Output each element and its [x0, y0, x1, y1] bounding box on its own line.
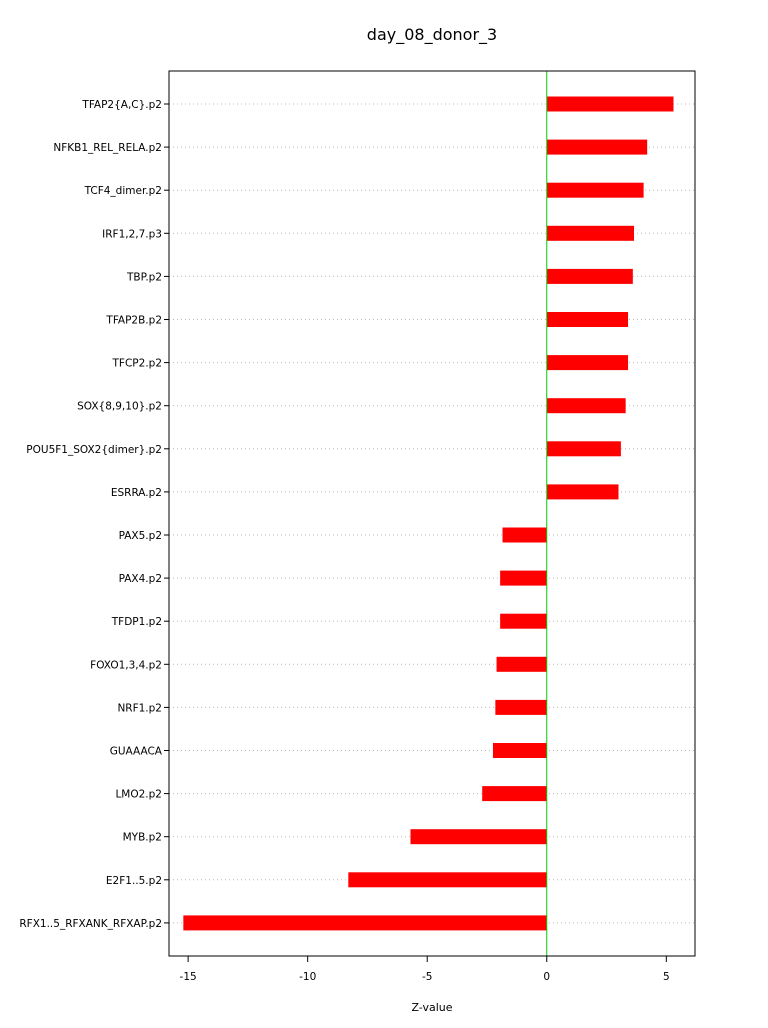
x-axis-ticks: [180, 956, 670, 983]
x-tick-label: 0: [543, 971, 551, 983]
bar: [500, 571, 547, 586]
bar: [497, 657, 547, 672]
bar: [183, 915, 546, 930]
bar: [495, 700, 546, 715]
category-label: IRF1,2,7.p3: [102, 228, 162, 241]
bar: [547, 398, 626, 413]
x-tick-label: 5: [662, 971, 670, 983]
bar: [410, 829, 546, 844]
bars: [183, 97, 673, 931]
category-label: MYB.p2: [122, 831, 162, 844]
bar: [547, 97, 674, 112]
category-label: TCF4_dimer.p2: [84, 185, 162, 198]
bar: [482, 786, 547, 801]
x-axis-label: Z-value: [411, 1001, 453, 1014]
category-labels: [19, 99, 169, 930]
category-label: NRF1.p2: [117, 702, 162, 715]
bar: [547, 269, 633, 284]
category-label: LMO2.p2: [115, 788, 162, 801]
category-label: NFKB1_REL_RELA.p2: [53, 142, 162, 155]
category-label: GUAAACA: [109, 745, 162, 758]
chart-title: day_08_donor_3: [366, 25, 498, 44]
category-label: PAX5.p2: [118, 530, 162, 542]
bar: [547, 183, 644, 198]
category-label: FOXO1,3,4.p2: [90, 659, 162, 672]
bar: [547, 140, 647, 155]
category-label: TFDP1.p2: [111, 616, 162, 629]
category-label: TFAP2B.p2: [106, 314, 162, 327]
bar: [547, 484, 619, 499]
category-label: ESRRA.p2: [110, 486, 162, 499]
category-label: TBP.p2: [127, 271, 162, 284]
category-label: RFX1..5_RFXANK_RFXAP.p2: [19, 917, 162, 930]
bar: [348, 872, 546, 887]
bar: [547, 312, 628, 327]
x-tick-label: -15: [179, 971, 197, 983]
category-label: PAX4.p2: [118, 573, 162, 586]
bar: [547, 226, 634, 241]
category-label: E2F1..5.p2: [105, 874, 162, 887]
bar: [547, 355, 628, 370]
bar: [493, 743, 547, 758]
category-label: TFAP2{A,C}.p2: [82, 99, 162, 111]
category-label: TFCP2.p2: [112, 357, 162, 370]
bar: [500, 614, 547, 629]
bar: [503, 528, 547, 543]
x-tick-label: -10: [299, 971, 317, 983]
category-label: POU5F1_SOX2{dimer}.p2: [26, 443, 162, 456]
bar: [547, 441, 621, 456]
x-tick-label: -5: [421, 971, 433, 983]
plot-frame: [169, 71, 695, 956]
category-label: SOX{8,9,10}.p2: [77, 400, 162, 413]
